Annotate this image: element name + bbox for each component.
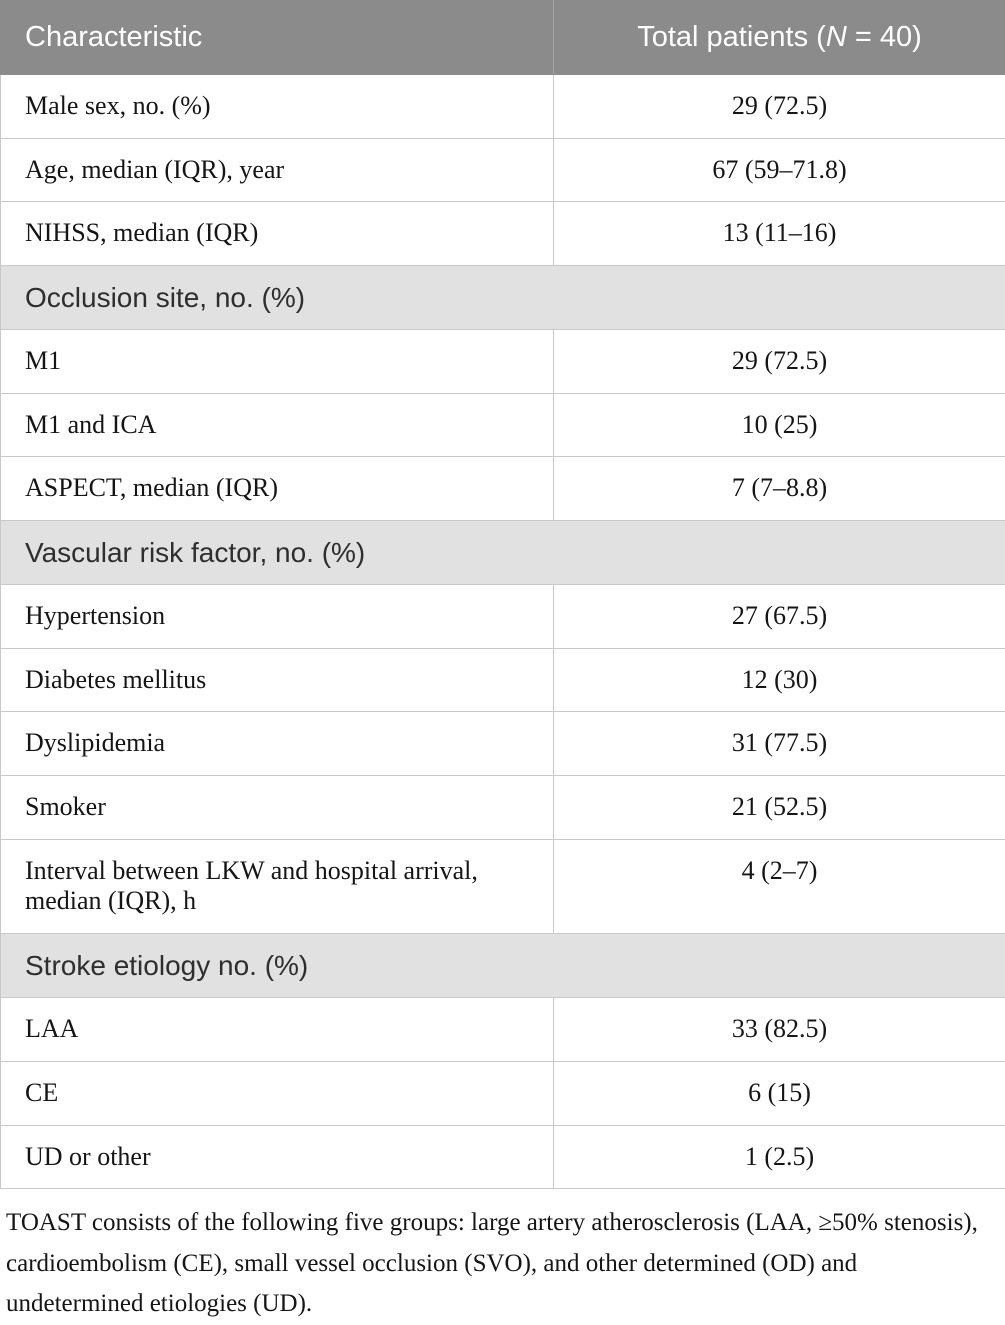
table-footnote: TOAST consists of the following five groups: large artery atherosclerosis (LAA, ≥50% stenosis), cardioembolism (CE), small vessel occlusion (SVO), and other determined (OD) and undetermined etiologies (UD). [4,1203,1001,1325]
row-value: 13 (11–16) [554,202,1005,266]
table-row [1,457,1005,521]
row-value: 31 (77.5) [554,712,1005,776]
row-label: LAA [1,998,554,1062]
row-label: Dyslipidemia [1,712,554,776]
row-value: 67 (59–71.8) [554,138,1005,202]
row-label: M1 and ICA [1,393,554,457]
table-row [1,330,1005,394]
row-label: Smoker [1,776,554,840]
table-row [1,138,1005,202]
row-value: 12 (30) [554,648,1005,712]
table-row [1,393,1005,457]
table-row [1,1061,1005,1125]
row-value: 1 (2.5) [554,1125,1005,1189]
row-label: CE [1,1061,554,1125]
header-characteristic: Characteristic [1,1,554,75]
row-label: Male sex, no. (%) [1,75,554,139]
row-label: Diabetes mellitus [1,648,554,712]
table-row [1,839,1005,933]
header-total-suffix: = 40) [847,21,922,53]
section-row [1,521,1005,585]
header-total-patients [554,1,1005,75]
header-total-prefix: Total patients ( [637,21,826,53]
row-value: 21 (52.5) [554,776,1005,840]
table-row [1,712,1005,776]
section-label: Stroke etiology no. (%) [1,934,1005,998]
row-value: 7 (7–8.8) [554,457,1005,521]
table-row [1,585,1005,649]
table-row [1,1125,1005,1189]
table-row [1,202,1005,266]
row-value: 10 (25) [554,393,1005,457]
row-value: 27 (67.5) [554,585,1005,649]
section-label: Occlusion site, no. (%) [1,266,1005,330]
header-n-symbol: N [826,21,847,53]
row-label: UD or other [1,1125,554,1189]
row-label: Age, median (IQR), year [1,138,554,202]
table-row [1,776,1005,840]
section-label: Vascular risk factor, no. (%) [1,521,1005,585]
row-label: Hypertension [1,585,554,649]
table-row [1,648,1005,712]
row-value: 29 (72.5) [554,75,1005,139]
table-row [1,75,1005,139]
row-value: 6 (15) [554,1061,1005,1125]
row-label: M1 [1,330,554,394]
row-value: 4 (2–7) [554,839,1005,933]
row-value: 33 (82.5) [554,998,1005,1062]
row-value: 29 (72.5) [554,330,1005,394]
section-row [1,266,1005,330]
row-label: ASPECT, median (IQR) [1,457,554,521]
table-row [1,998,1005,1062]
row-label: Interval between LKW and hospital arrival, median (IQR), h [1,839,554,933]
row-label: NIHSS, median (IQR) [1,202,554,266]
header-row [1,1,1005,75]
section-row [1,934,1005,998]
